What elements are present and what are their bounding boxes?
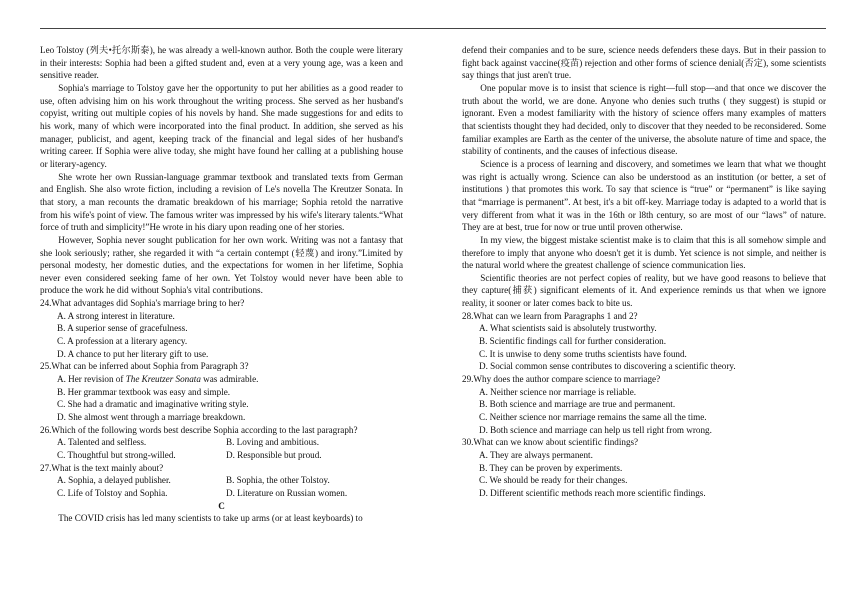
question-25-option-d: D. She almost went through a marriage breakdown. [57,412,246,423]
question-28-option-d: D. Social common sense contributes to discovering a scientific theory. [479,361,736,372]
passage-b-paragraph-4: However, Sophia never sought publication for her own work. Writing was not a fantasy that she look seriously; rather, she regarded it with “a certain contempt (轻蔑) and irony.”Limited by personal modesty, her domestic duties, and the expectations for women in her lifetime, Sophia never even considered seeking fame of her own. Yet Tolstoy would never have been able to produce the work he did without Sophia's vital contributions. [40,234,403,296]
question-27-option-b: B. Sophia, the other Tolstoy. [226,475,330,486]
question-29 [462,373,826,436]
question-25-option-a-suffix: was admirable. [200,374,259,385]
question-29-option-c: C. Neither science nor marriage remains the same all the time. [479,412,707,423]
question-26-options-row-2 [57,449,403,462]
question-30-option-b: B. They can be proven by experiments. [479,462,623,473]
question-26-stem: 26.Which of the following words best describe Sophia according to the last paragraph? [40,424,358,435]
question-26-option-d: D. Responsible but proud. [226,450,322,460]
question-28-option-c: C. It is unwise to deny some truths scientists have found. [479,348,687,359]
passage-b-paragraph-1: Leo Tolstoy (列夫•托尔斯泰), he was already a well-known author. Both the couple were literary in their interests: Sophia had been a gifted student and, even at a very young age, was a keen and sensitive reader. [40,45,403,81]
question-24-option-d: D. A chance to put her literary gift to use. [57,348,209,359]
question-30-stem: 30.What can we know about scientific findings? [462,437,639,448]
question-27-option-d: D. Literature on Russian women. [226,487,348,498]
question-29-option-a: A. Neither science nor marriage is reliable. [479,386,637,397]
question-25-option-a [57,373,403,386]
question-27-options-row-2 [57,487,403,500]
passage-c-paragraph-4: In my view, the biggest mistake scientist make is to claim that this is all somehow simple and therefore to imply that anyone who doesn't get it is dumb. Yet science is not simple, and neither is the natural world where the greatest challenge of science communication lies. [462,234,826,271]
question-26 [40,424,403,462]
question-28-option-a: A. What scientists said is absolutely trustworthy. [479,323,657,334]
question-30-option-d: D. Different scientific methods reach more scientific findings. [479,487,706,498]
question-25-option-c: C. She had a dramatic and imaginative writing style. [57,399,249,410]
question-27-stem: 27.What is the text mainly about? [40,462,164,473]
question-28-stem: 28.What can we learn from Paragraphs 1 and 2? [462,310,638,321]
question-30-option-c: C. We should be ready for their changes. [479,475,628,486]
question-25-stem: 25.What can be inferred about Sophia from Paragraph 3? [40,361,249,372]
question-25-option-b: B. Her grammar textbook was easy and simple. [57,386,231,397]
section-c-heading: C [218,500,225,511]
question-24-option-c: C. A profession at a literary agency. [57,336,188,347]
question-25 [40,360,403,423]
question-27-option-c: C. Life of Tolstoy and Sophia. [57,487,168,498]
passage-c-paragraph-1-start: The COVID crisis has led many scientists to take up arms (or at least keyboards) to [58,513,363,524]
question-26-options-row-1 [57,436,403,449]
question-26-option-b: B. Loving and ambitious. [226,437,320,448]
right-column [462,44,826,500]
top-rule [40,28,826,29]
question-27-option-a: A. Sophia, a delayed publisher. [57,475,171,486]
question-26-option-c: C. Thoughtful but strong-willed. [57,450,176,460]
passage-c-paragraph-3: Science is a process of learning and discovery, and sometimes we learn that what we thought was right is actually wrong. Science can also be understood as an institution (or better, a set of institutions ) that promotes this work. To say that science is “true” or “permanent” is like saying that “marriage is permanent”. At best, it's a bit off-key. Marriage today is adapted to a world that is very different from what it was in the 16th or l8th century, so are most of our “laws” of nature. They are at best, true for now or true until proven otherwise. [462,158,826,233]
question-29-option-b: B. Both science and marriage are true and permanent. [479,399,676,410]
question-24-option-a: A. A strong interest in literature. [57,310,175,321]
question-30-option-a: A. They are always permanent. [479,450,593,460]
left-column [40,44,403,525]
question-24-option-b: B. A superior sense of gracefulness. [57,323,188,334]
passage-b-paragraph-2: Sophia's marriage to Tolstoy gave her the opportunity to put her abilities as a good reader to use, often advising him on his work throughout the writing process. She served as her husband's copyist, writing out multiple copies of his novels by hand. She made suggestions for and edits to his work, many of which were incorporated into the final product. In addition, she served as his manager, publicist, and agent, keeping track of the financial and legal sides of her husband's writing career. If Sophia were alive today, she might have found her calling at a publishing house or literary-agency. [40,82,403,169]
question-24-stem: 24.What advantages did Sophia's marriage bring to her? [40,298,245,309]
question-29-option-d: D. Both science and marriage can help us tell right from wrong. [479,424,712,435]
question-25-option-a-prefix: A. Her revision of [57,374,126,385]
question-27 [40,462,403,500]
question-24 [40,297,403,360]
question-29-stem: 29.Why does the author compare science to marriage? [462,374,661,385]
question-25-option-a-title: The Kreutzer Sonata [125,374,201,385]
question-28-option-b: B. Scientific findings call for further consideration. [479,336,667,347]
passage-c-paragraph-5: Scientific theories are not perfect copies of reality, but we have good reasons to believe that they capture(捕获) significant elements of it. And experience reminds us that when we ignore reality, it sooner or later comes back to bite us. [462,272,826,309]
question-26-option-a: A. Talented and selfless. [57,437,147,448]
passage-c-paragraph-2: One popular move is to insist that science is right—full stop—and that once we discover the truth about the world, we are done. Anyone who denies such truths ( they suggest) is stupid or ignorant. Even a modest familiarity with the history of science offers many examples of matters that scientists thought they had decided, only to discover that they needed to be reconsidered. Some familiar examples are Earth as the center of the universe, the absolute nature of time and space, the stability of continents, and the causes of infectious disease. [462,82,826,157]
passage-c-paragraph-1-cont: defend their companies and to be sure, science needs defenders these days. But in their passion to fight back against vaccine(疫苗) rejection and other forms of science denial(否定), some scientists say things that just aren't true. [462,45,826,81]
question-28 [462,310,826,373]
passage-b-paragraph-3: She wrote her own Russian-language grammar textbook and translated texts from German and English. She also wrote fiction, including a revision of Le's novella The Kreutzer Sonata. In that story, a man recounts the dramatic breakdown of his marriage; Sophia retold the narrative from his wife's point of view. The famous writer was impressed by his wife's literary talents.“What force of truth and simplicity!”He wrote in his diary upon reading one of her stories. [40,171,403,233]
question-27-options-row-1 [57,474,403,487]
question-30 [462,436,826,499]
